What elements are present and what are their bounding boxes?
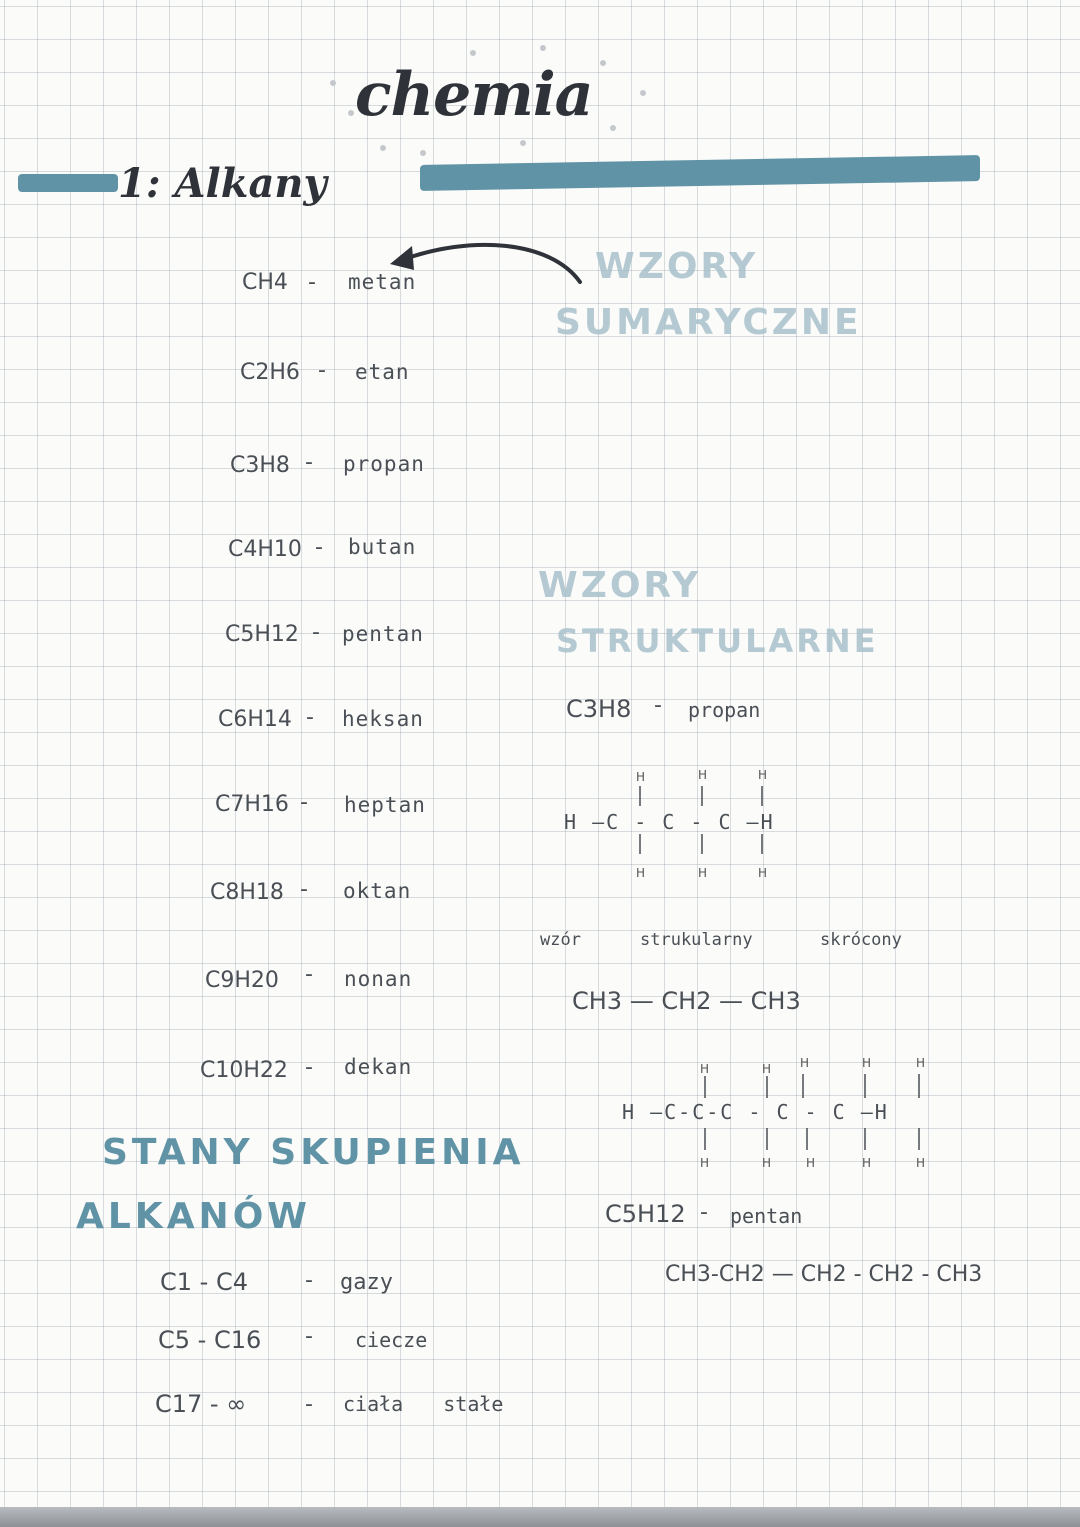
propane-bottom-h: H — [636, 866, 646, 880]
alkane-name: butan — [348, 535, 417, 559]
summary-heading-line2: SUMARYCZNE — [555, 302, 862, 343]
propane-condensed: CH3 — CH2 — CH3 — [572, 987, 801, 1015]
alkane-dash: - — [305, 1055, 313, 1080]
alkane-name: etan — [355, 360, 410, 384]
propane-bottom-h: H — [758, 866, 768, 880]
alkane-name: heptan — [344, 793, 426, 817]
alkane-name: dekan — [344, 1055, 413, 1079]
page-title: chemia — [355, 60, 593, 130]
condensed-label-word: wzór — [540, 930, 581, 950]
states-heading-line2: ALKANÓW — [76, 1196, 311, 1237]
pentane-top-h: H — [862, 1056, 872, 1070]
pentane-bottom-h: H — [862, 1156, 872, 1170]
alkane-formula: C7H16 — [215, 792, 289, 817]
condensed-label-word: strukularny — [640, 930, 753, 950]
alkane-formula: CH4 — [242, 270, 288, 295]
pentane-dash: - — [700, 1200, 708, 1225]
state-name: ciecze — [355, 1328, 428, 1352]
pentane-name: pentan — [730, 1204, 803, 1228]
alkane-dash: - — [305, 962, 313, 987]
state-range: C1 - C4 — [160, 1268, 248, 1296]
alkane-name: nonan — [344, 967, 413, 991]
alkane-formula: C4H10 — [228, 537, 302, 562]
pentane-bottom-h: H — [806, 1156, 816, 1170]
alkane-name: oktan — [343, 879, 412, 903]
propane-top-h: H — [698, 768, 708, 782]
page-edge — [0, 1507, 1080, 1527]
alkane-name: heksan — [342, 707, 424, 731]
alkane-dash: - — [306, 705, 314, 730]
pentane-top-h: H — [916, 1056, 926, 1070]
pentane-bottom-h: H — [916, 1156, 926, 1170]
alkane-dash: - — [318, 358, 326, 383]
alkane-dash: - — [300, 877, 308, 902]
alkane-name: propan — [343, 452, 425, 476]
propane-dash: - — [654, 693, 662, 718]
states-heading-line1: STANY SKUPIENIA — [102, 1132, 525, 1173]
propane-name: propan — [688, 698, 761, 722]
alkane-formula: C3H8 — [230, 453, 290, 478]
alkane-dash: - — [312, 620, 320, 645]
summary-heading-line1: WZORY — [595, 246, 759, 287]
pentane-bottom-h: H — [700, 1156, 710, 1170]
state-name: ciała stałe — [343, 1392, 504, 1416]
pentane-bottom-h: H — [762, 1156, 772, 1170]
pentane-top-h: H — [762, 1062, 772, 1076]
alkane-formula: C9H20 — [205, 968, 279, 993]
state-range: C5 - C16 — [158, 1326, 262, 1354]
alkane-formula: C10H22 — [200, 1058, 288, 1083]
alkane-formula: C6H14 — [218, 707, 292, 732]
pentane-main-chain: H —C-C-C - C - C —H — [622, 1100, 889, 1124]
propane-formula: C3H8 — [566, 695, 632, 723]
structural-heading-line2: STRUKTULARNE — [556, 622, 879, 660]
state-name: gazy — [340, 1270, 393, 1295]
propane-top-h: H — [758, 768, 768, 782]
alkane-dash: - — [308, 270, 316, 295]
pentane-formula: C5H12 — [605, 1200, 686, 1228]
structural-heading-line1: WZORY — [538, 565, 702, 606]
state-range: C17 - ∞ — [155, 1390, 247, 1418]
pentane-condensed: CH3-CH2 — CH2 - CH2 - CH3 — [665, 1262, 983, 1287]
pentane-top-h: H — [800, 1056, 810, 1070]
condensed-label-word: skrócony — [820, 930, 902, 950]
alkane-formula: C5H12 — [225, 622, 299, 647]
alkane-formula: C2H6 — [240, 360, 300, 385]
state-dash: - — [305, 1324, 313, 1349]
alkane-dash: - — [300, 790, 308, 815]
alkane-dash: - — [305, 450, 313, 475]
state-dash: - — [305, 1268, 313, 1293]
section-heading: 1: Alkany — [118, 160, 327, 207]
section-accent-bar-left — [18, 174, 118, 192]
state-dash: - — [305, 1392, 313, 1417]
alkane-dash: - — [315, 535, 323, 560]
alkane-name: metan — [348, 270, 417, 294]
alkane-formula: C8H18 — [210, 880, 284, 905]
propane-top-h: H — [636, 770, 646, 784]
section-accent-bar-right — [420, 155, 980, 191]
pentane-top-h: H — [700, 1062, 710, 1076]
propane-bottom-h: H — [698, 866, 708, 880]
alkane-name: pentan — [342, 622, 424, 646]
propane-main-chain: H —C - C - C —H — [564, 810, 775, 834]
